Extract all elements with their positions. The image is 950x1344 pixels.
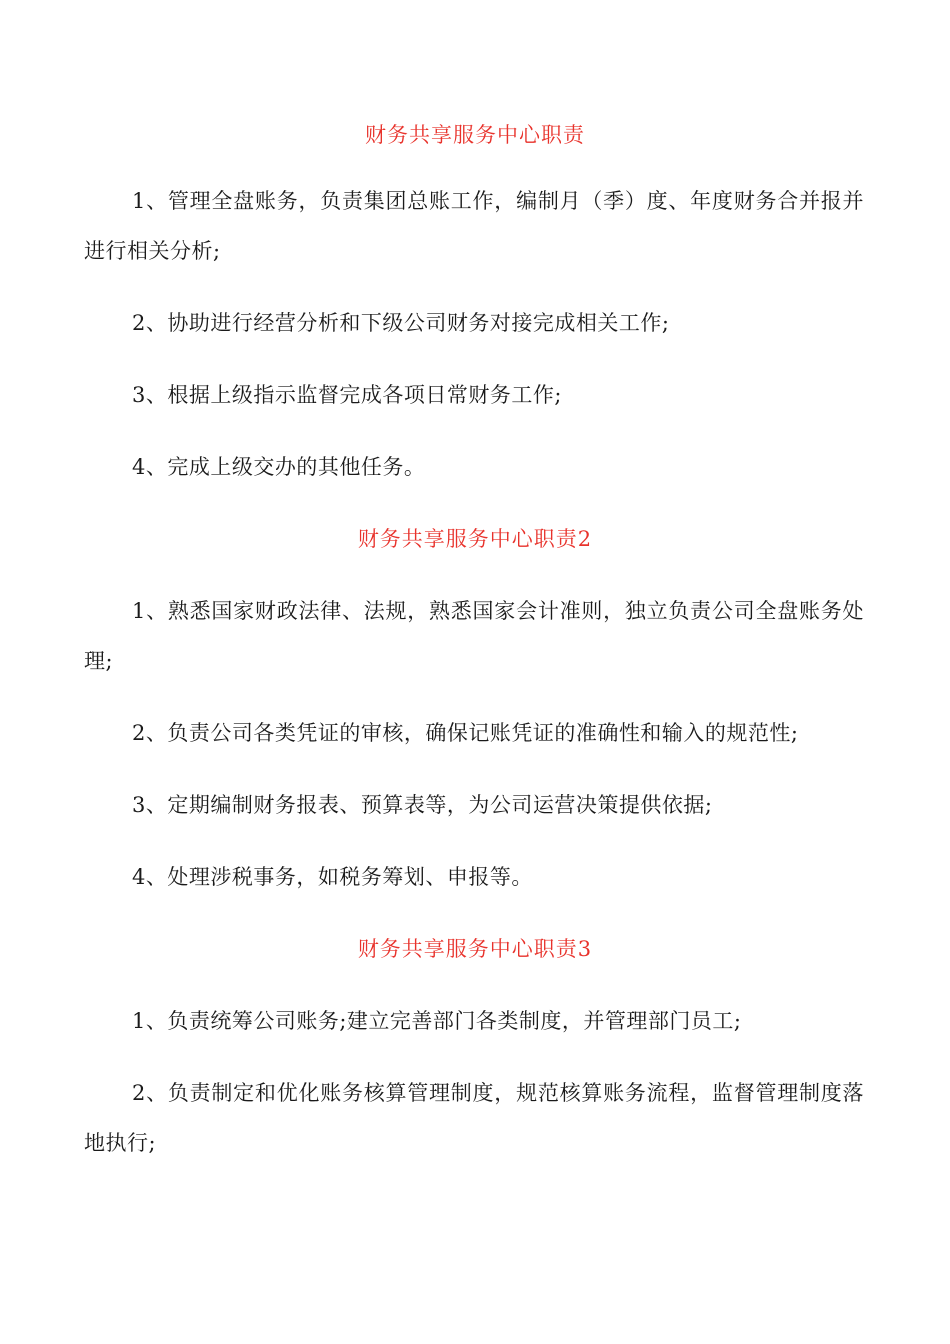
section-2-item-1: 1、熟悉国家财政法律、法规，熟悉国家会计准则，独立负责公司全盘账务处理; bbox=[84, 599, 864, 673]
section-3-item-1: 1、负责统筹公司账务;建立完善部门各类制度，并管理部门员工; bbox=[132, 1009, 742, 1033]
section-1-item-1: 1、管理全盘账务，负责集团总账工作，编制月（季）度、年度财务合并报并进行相关分析; bbox=[84, 189, 864, 263]
section-2-item-3: 3、定期编制财务报表、预算表等，为公司运营决策提供依据; bbox=[132, 793, 713, 817]
section-1-item-3: 3、根据上级指示监督完成各项日常财务工作; bbox=[132, 383, 562, 407]
section-2-item-2: 2、负责公司各类凭证的审核，确保记账凭证的准确性和输入的规范性; bbox=[132, 721, 799, 745]
section-1-item-2: 2、协助进行经营分析和下级公司财务对接完成相关工作; bbox=[132, 311, 670, 335]
section-title-1: 财务共享服务中心职责 bbox=[365, 123, 585, 147]
section-title-2: 财务共享服务中心职责2 bbox=[357, 527, 593, 551]
section-1-item-4: 4、完成上级交办的其他任务。 bbox=[132, 455, 426, 479]
section-title-3: 财务共享服务中心职责3 bbox=[357, 937, 593, 961]
section-3-item-2: 2、负责制定和优化账务核算管理制度，规范核算账务流程，监督管理制度落地执行; bbox=[84, 1081, 864, 1155]
section-2-item-4: 4、处理涉税事务，如税务筹划、申报等。 bbox=[132, 865, 533, 889]
